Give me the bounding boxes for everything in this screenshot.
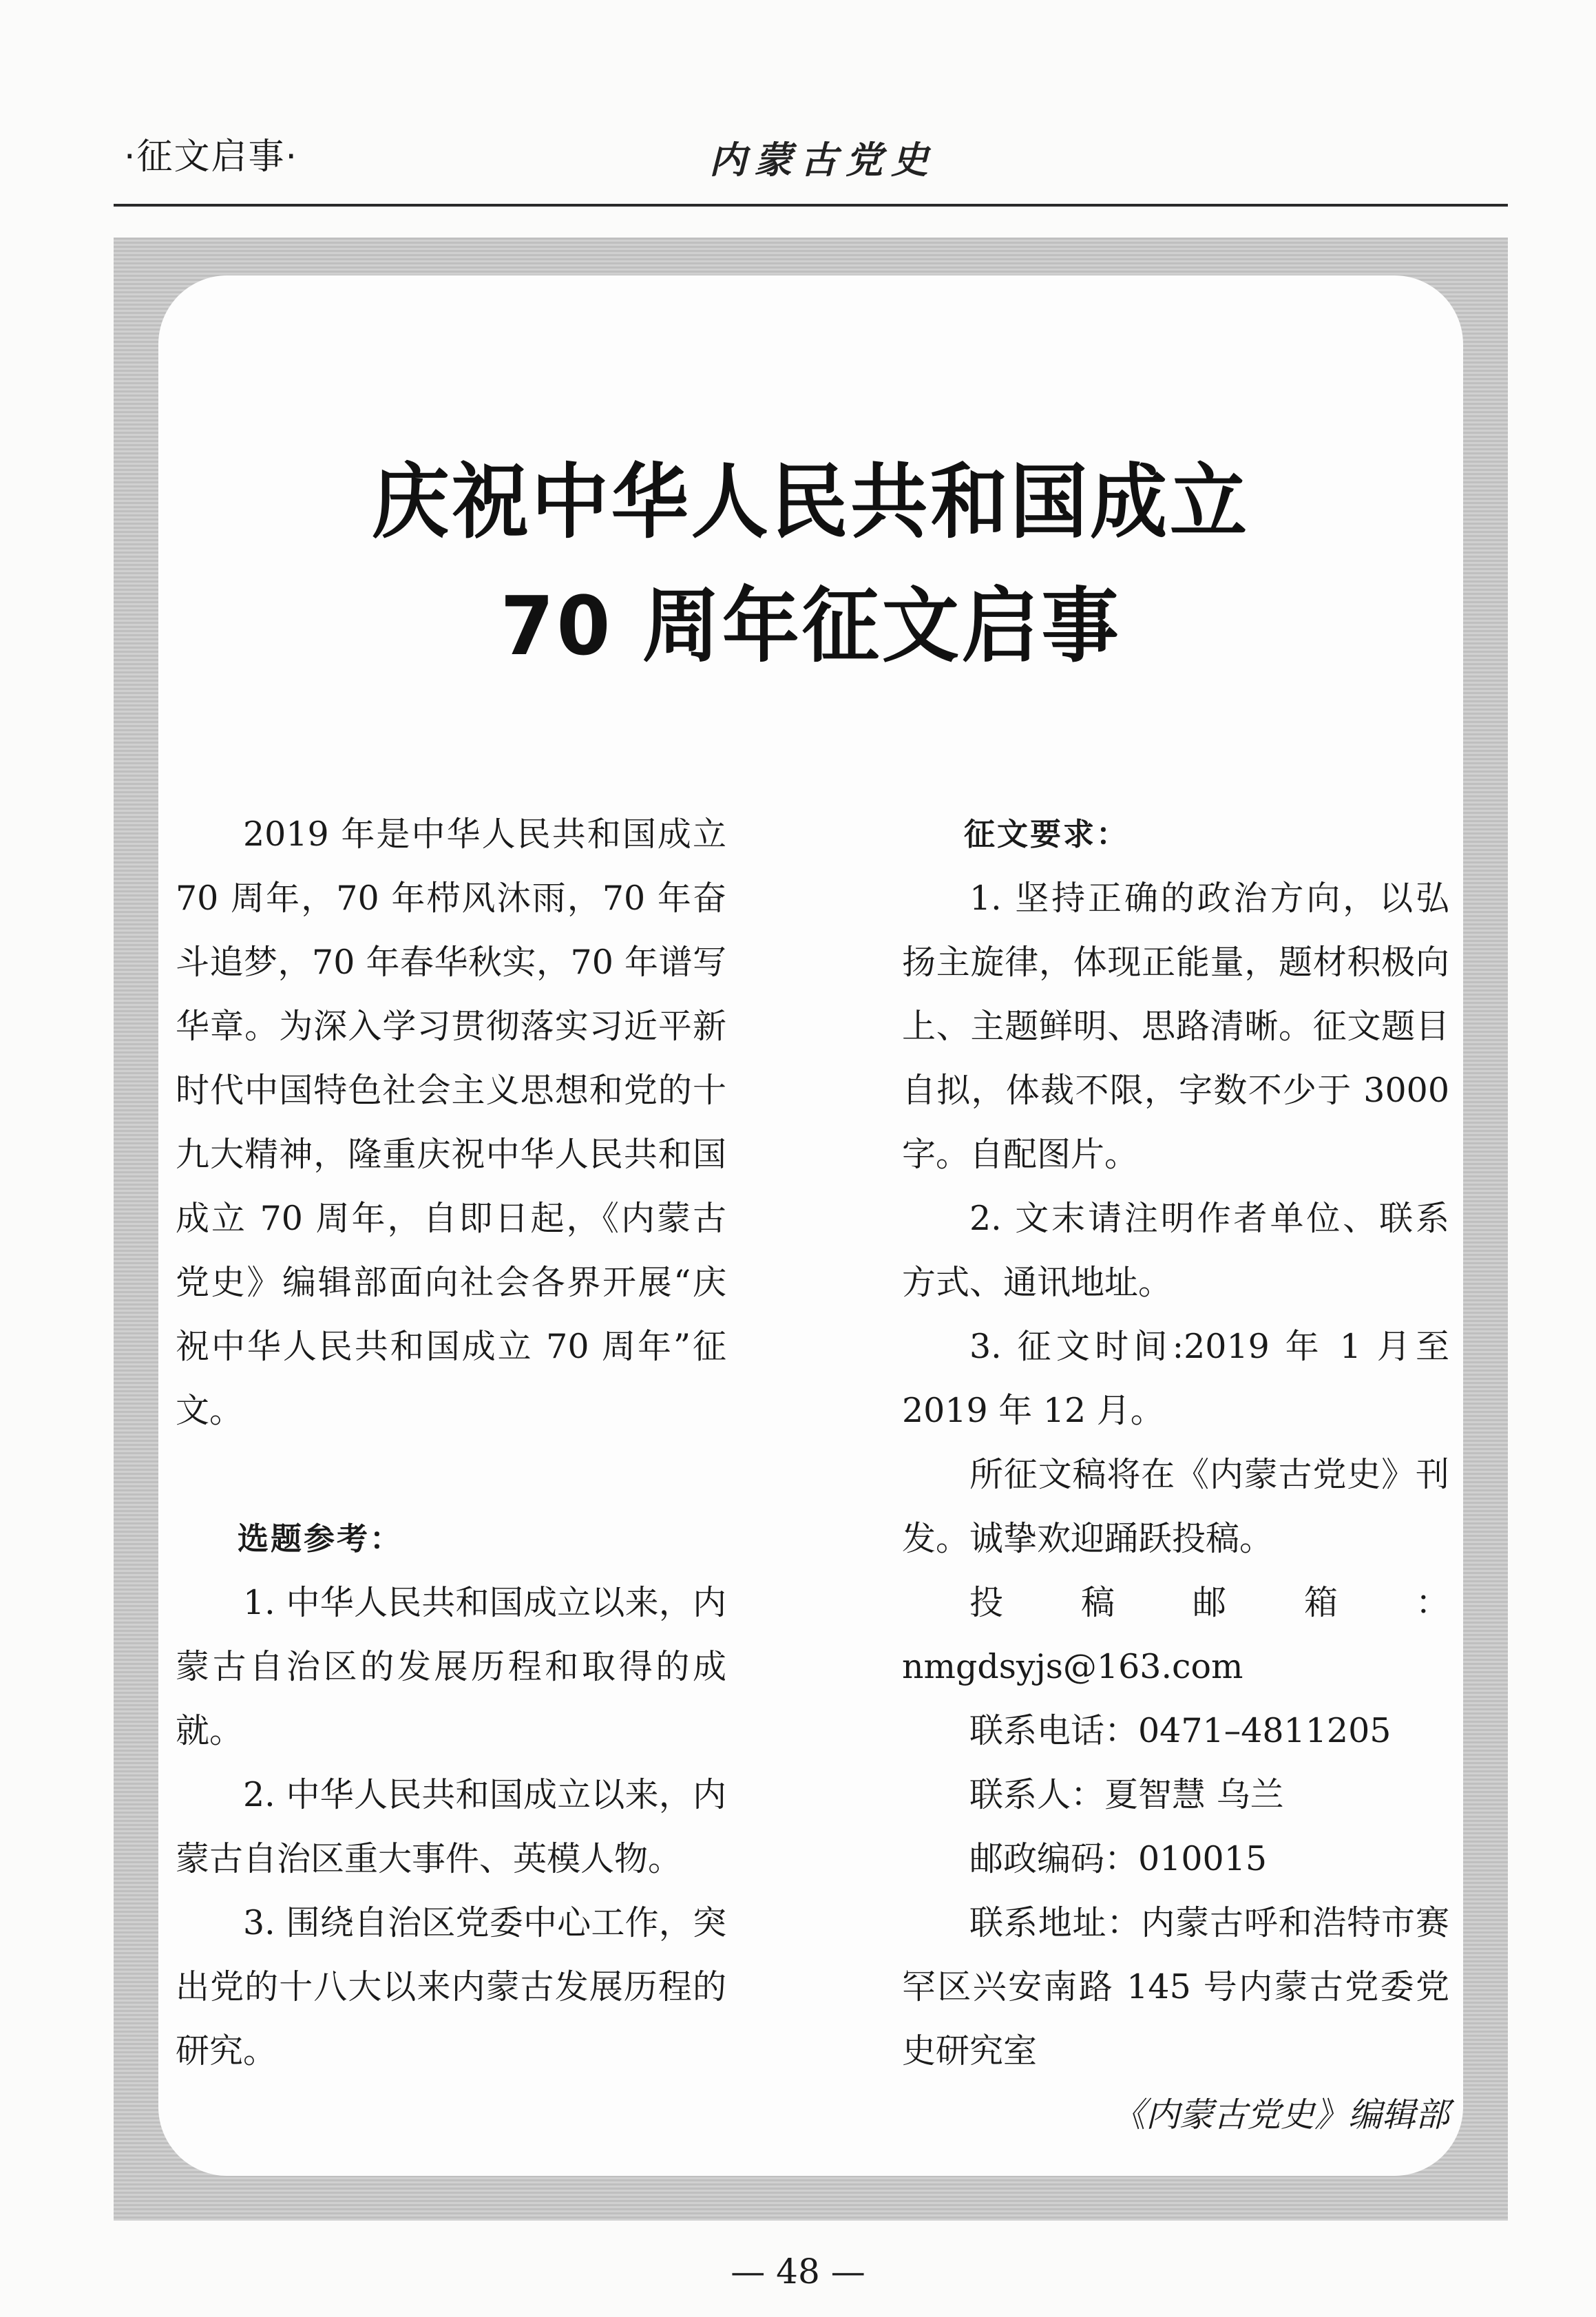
publication-note: 所征文稿将在《内蒙古党史》刊发。诚挚欢迎踊跃投稿。 [902,1455,1449,1558]
contact-address: 联系地址：内蒙古呼和浩特市赛罕区兴安南路 145 号内蒙古党委党史研究室 [902,1903,1449,2070]
requirements-heading: 征文要求： [964,816,1130,852]
topic-item-2: 2. 中华人民共和国成立以来，内蒙古自治区重大事件、英模人物。 [176,1775,726,1878]
contact-email: 投稿邮箱：nmgdsyjs@163.com [902,1583,1449,1686]
right-column [902,802,1449,2147]
header-rule [114,204,1508,207]
section-label: ·征文启事· [124,136,299,178]
contact-phone: 联系电话：0471–4811205 [969,1711,1392,1750]
journal-name: 内蒙古党史 [709,138,936,182]
requirement-item-3: 3. 征文时间:2019 年 1 月至 2019 年 12 月。 [902,1327,1449,1430]
signature: 《内蒙古党史》编辑部 [1111,2095,1449,2135]
intro-paragraph: 2019 年是中华人民共和国成立70 周年，70 年栉风沐雨，70 年奋斗追梦，70 年春华秋实，70 年谱写华章。为深入学习贯彻落实习近平新时代中国特色社会主义思想和党的十九大精神，隆重庆祝中华人民共和国成立 70 周年，自即日起，《内蒙古党史》编辑部面向社会各界开展“庆祝中华人民共和国成立 70 周年”征文。 [176,815,726,1430]
title-line-2: 70 周年征文启事 [500,578,1122,673]
requirement-item-1: 1. 坚持正确的政治方向，以弘扬主旋律，体现正能量，题材积极向上、主题鲜明、思路清晰。征文题目自拟，体裁不限，字数不少于 3000 字。自配图片。 [902,879,1449,1174]
requirement-item-2: 2. 文末请注明作者单位、联系方式、通讯地址。 [902,1199,1449,1302]
topic-item-1: 1. 中华人民共和国成立以来，内蒙古自治区的发展历程和取得的成就。 [176,1583,726,1750]
title-line-1: 庆祝中华人民共和国成立 [372,454,1250,549]
contact-postcode: 邮政编码：010015 [969,1839,1268,1878]
page-number: — 48 — [731,2252,865,2292]
topic-item-3: 3. 围绕自治区党委中心工作，突出党的十八大以来内蒙古发展历程的研究。 [176,1903,726,2070]
left-column [176,802,726,2083]
topics-heading: 选题参考： [238,1520,403,1557]
contact-person: 联系人：夏智慧 乌兰 [969,1775,1284,1814]
